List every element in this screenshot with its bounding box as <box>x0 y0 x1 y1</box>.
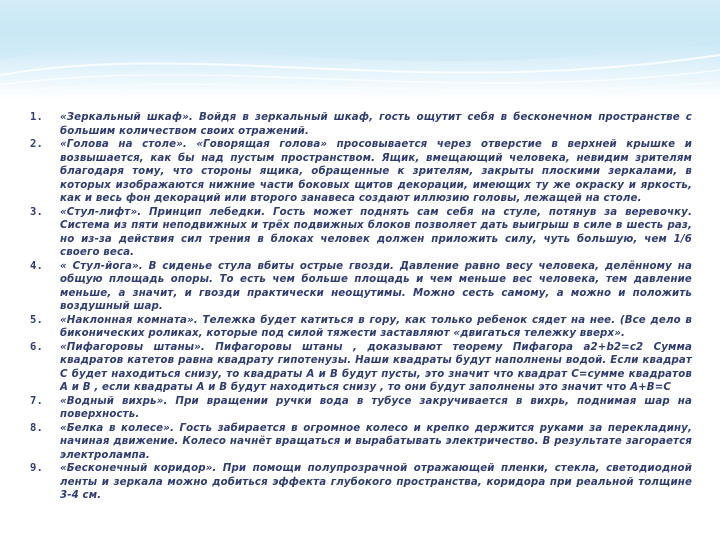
item-number: 4. <box>30 259 43 272</box>
item-number: 9. <box>30 462 43 474</box>
item-text: « Стул-йога». В сиденье стула вбиты острые гвозди. Давление равно весу человека, делённому на общую площадь опоры. То есть чем больше площадь и чем меньше вес человека, тем давление меньше, а значит, и гвозди практически неощутимы. Можно сесть самому, а можно и положить воздушный шар. <box>60 260 692 312</box>
item-text: «Стул-лифт». Принцип лебедки. Гость может поднять сам себя на стуле, потянув за веревочку. Система из пяти неподвижных и трёх подвижных блоков позволяет дать выигрыш в силе в шесть раз, но из-за действия сил трения в блоках человек должен приложить силу, чуть большую, чем 1/6 своего веса. <box>60 206 692 258</box>
item-number: 1. <box>30 111 43 123</box>
item-text: «Наклонная комната». Тележка будет катиться в гору, как только ребенок сядет на нее. (Все дело в биконических роликах, которые под силой тяжести заставляют «двигаться тележку вверх». <box>60 314 692 339</box>
item-text: «Пифагоровы штаны». Пифагоровы штаны , доказывают теорему Пифагора a2+b2=c2 Сумма квадратов катетов равна квадрату гипотенузы. Наши квадраты будут наполнены водой. Если квадрат С будет находиться снизу, то квадраты А и В будут пусты, это значит что квадрат С=сумме квадратов А и В , если квадраты А и В будут находиться снизу , то они будут заполнены это значит что А+В=С <box>60 341 692 393</box>
list-item <box>30 138 692 206</box>
list-item <box>30 422 692 463</box>
list-item <box>30 206 692 260</box>
item-number: 2. <box>30 138 43 150</box>
list-item <box>30 341 692 395</box>
item-number: 8. <box>30 421 43 434</box>
item-number: 3. <box>30 205 43 218</box>
item-number: 5. <box>30 313 43 326</box>
header-decoration <box>0 0 720 100</box>
list-item <box>30 260 692 314</box>
item-number: 7. <box>30 394 43 407</box>
list-item <box>30 314 692 341</box>
item-text: «Голова на столе». «Говорящая голова» просовывается через отверстие в верхней крышке и возвышается, как бы над пустым пространством. Ящик, вмещающий человека, невидим зрителям благодаря тому, что стороны ящика, обращенные к зрителям, закрыты плоскими зеркалами, в которых изображаются нижние части боковых щитов декорации, имеющих ту же окраску и яркость, как и весь фон декораций или второго занавеса создают иллюзию головы, лежащей на столе. <box>60 139 692 204</box>
item-text: «Бесконечный коридор». При помощи полупрозрачной отражающей пленки, стекла, светодиодной ленты и зеркала можно добиться эффекта глубокого пространства, коридора при реальной толщине 3-4 см. <box>60 463 692 501</box>
list-item <box>30 395 692 422</box>
list-item <box>30 111 692 138</box>
list-item <box>30 462 692 503</box>
item-text: «Водный вихрь». При вращении ручки вода в тубусе закручивается в вихрь, поднимая шар на поверхность. <box>60 395 692 420</box>
numbered-list <box>30 111 692 503</box>
item-number: 6. <box>30 340 43 353</box>
item-text: «Белка в колесе». Гость забирается в огромное колесо и крепко держится руками за перекладину, начиная движение. Колесо начнёт вращаться и вырабатывать электричество. В результате загорается электролампа. <box>60 422 692 461</box>
wave-decoration <box>0 0 720 100</box>
item-text: «Зеркальный шкаф». Войдя в зеркальный шкаф, гость ощутит себя в бесконечном пространстве с большим количеством своих отражений. <box>60 112 692 137</box>
